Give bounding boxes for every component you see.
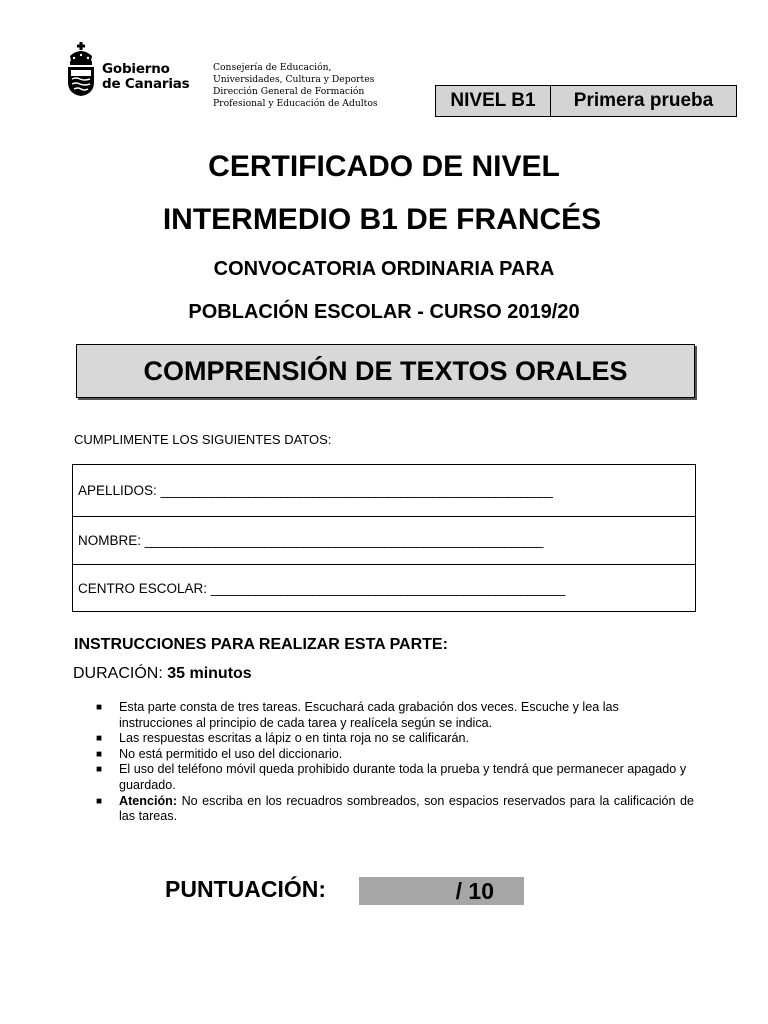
certificate-title-line-1: CERTIFICADO DE NIVEL [208, 150, 560, 183]
bullet-icon: ■ [96, 733, 103, 745]
convocatoria-subtitle-line-2: POBLACIÓN ESCOLAR - CURSO 2019/20 [188, 301, 580, 323]
list-item [96, 747, 694, 763]
test-label: Primera prueba [573, 90, 714, 111]
nombre-field[interactable] [73, 517, 695, 565]
nombre-label: NOMBRE: [78, 533, 142, 548]
nombre-line: _______________________________________________________________ [144, 533, 543, 548]
apellidos-field[interactable] [73, 465, 695, 517]
bullet-icon: ■ [96, 795, 103, 807]
apellidos-label: APELLIDOS: [78, 483, 157, 498]
duration-label: DURACIÓN: [73, 665, 163, 682]
consejeria-text [213, 62, 403, 85]
level-box [435, 85, 737, 117]
direccion-line-2: Profesional y Educación de Adultos [213, 97, 378, 109]
centro-escolar-field[interactable] [73, 565, 695, 611]
level-label: NIVEL B1 [436, 86, 551, 116]
list-item [96, 700, 694, 731]
consejeria-line-1: Consejería de Educación, [213, 62, 332, 73]
student-data-form [72, 464, 696, 612]
score-label: PUNTUACIÓN: [165, 876, 326, 902]
direccion-text [213, 86, 403, 109]
duration [73, 665, 252, 683]
consejeria-line-2: Universidades, Cultura y Deportes [213, 73, 375, 85]
bullet-icon: ■ [96, 702, 103, 713]
coat-of-arms-icon [66, 42, 96, 96]
list-item [96, 731, 694, 747]
instruction-text: Esta parte consta de tres tareas. Escuchará cada grabación dos veces. Escuche y lea las instrucciones al principio de cada tarea y realícela según se indica. [119, 700, 619, 730]
certificate-title-line-2: INTERMEDIO B1 DE FRANCÉS [162, 203, 602, 236]
attention-label: Atención: [119, 793, 178, 808]
bullet-icon: ■ [96, 764, 103, 776]
list-item [96, 762, 694, 793]
instruction-text: No está permitido el uso del diccionario. [119, 746, 343, 761]
logo-line-2: de Canarias [102, 76, 190, 92]
instruction-text: El uso del teléfono móvil queda prohibido durante toda la prueba y tendrá que permanecer apagado y guardado. [119, 762, 687, 792]
logo-wordmark [102, 62, 190, 92]
list-item [96, 794, 694, 825]
attention-text: No escriba en los recuadros sombreados, son espacios reservados para la calificación de las tareas. [119, 793, 695, 824]
apellidos-line: ______________________________________________________________ [160, 483, 552, 498]
gobierno-canarias-logo [66, 42, 196, 98]
section-title-box: COMPRENSIÓN DE TEXTOS ORALES [76, 344, 695, 398]
duration-value: 35 minutos [167, 665, 252, 682]
centro-escolar-label: CENTRO ESCOLAR: [78, 580, 208, 596]
instruction-text: Las respuestas escritas a lápiz o en tinta roja no se calificarán. [119, 731, 470, 746]
convocatoria-subtitle-line-1: CONVOCATORIA ORDINARIA PARA [213, 258, 555, 280]
form-intro: CUMPLIMENTE LOS SIGUIENTES DATOS: [74, 432, 332, 447]
instructions-title: INSTRUCCIONES PARA REALIZAR ESTA PARTE: [74, 636, 448, 653]
centro-escolar-line: ________________________________________________________ [210, 580, 565, 596]
logo-line-1: Gobierno [102, 61, 170, 77]
bullet-icon: ■ [96, 748, 103, 760]
score-box: / 10 [359, 877, 524, 905]
direccion-line-1: Dirección General de Formación [213, 86, 365, 97]
instructions-list [96, 700, 694, 825]
